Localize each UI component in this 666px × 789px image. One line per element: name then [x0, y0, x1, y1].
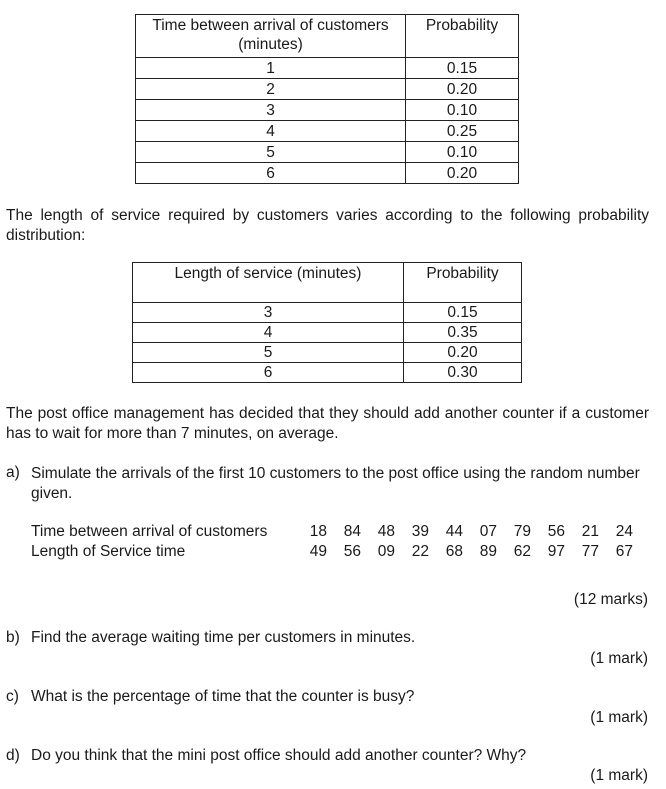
- random-number: 24: [615, 523, 633, 540]
- question-a-marks: (12 marks): [573, 591, 648, 608]
- arrival-time-cell: 2: [136, 79, 406, 100]
- arrival-time-cell: 1: [136, 58, 406, 79]
- probability-cell: 0.20: [406, 163, 519, 184]
- service-length-cell: 5: [133, 343, 404, 363]
- service-length-cell: 4: [133, 323, 404, 343]
- random-number: 18: [309, 523, 327, 540]
- random-number: 68: [445, 543, 463, 560]
- arrival-probability-table: [135, 14, 519, 184]
- service-length-header: Length of service (minutes): [133, 263, 404, 303]
- service-random-label: Length of Service time: [31, 543, 186, 560]
- arrival-time-cell: 4: [136, 121, 406, 142]
- arrival-time-cell: 3: [136, 100, 406, 121]
- probability-cell: 0.10: [406, 142, 519, 163]
- table-row: [136, 100, 519, 121]
- question-d-marks: (1 mark): [590, 767, 648, 784]
- probability-cell: 0.30: [404, 363, 522, 383]
- probability-cell: 0.25: [406, 121, 519, 142]
- question-c-text: What is the percentage of time that the counter is busy?: [31, 688, 415, 705]
- probability-cell: 0.20: [406, 79, 519, 100]
- question-a-text: Simulate the arrivals of the first 10 customers to the post office using the random number given.: [31, 465, 640, 502]
- arrival-time-header: Time between arrival of customers (minutes): [136, 15, 406, 58]
- service-probability-table: [132, 262, 522, 383]
- table-row: [136, 58, 519, 79]
- question-c-letter: c): [6, 688, 19, 705]
- random-number: 67: [615, 543, 633, 560]
- table-row: [136, 163, 519, 184]
- arrival-random-label: Time between arrival of customers: [31, 523, 268, 540]
- random-number: 49: [309, 543, 327, 560]
- probability-cell: 0.15: [404, 303, 522, 323]
- question-b-text: Find the average waiting time per customers in minutes.: [31, 629, 416, 646]
- random-number: 56: [343, 543, 361, 560]
- random-number: 62: [513, 543, 531, 560]
- question-d-text: Do you think that the mini post office should add another counter? Why?: [31, 747, 527, 764]
- table-row: [136, 79, 519, 100]
- arrival-random-numbers: [305, 523, 633, 541]
- service-intro-text: The length of service required by customers varies according to the following probability distribution:: [6, 207, 649, 244]
- probability-cell: 0.10: [406, 100, 519, 121]
- random-number: 44: [445, 523, 463, 540]
- random-number: 89: [479, 543, 497, 560]
- table-row: [133, 323, 522, 343]
- table-row: [133, 303, 522, 323]
- table-row: [133, 343, 522, 363]
- probability-cell: 0.35: [404, 323, 522, 343]
- random-number: 48: [377, 523, 395, 540]
- random-number: 07: [479, 523, 497, 540]
- random-number: 39: [411, 523, 429, 540]
- random-number: 97: [547, 543, 565, 560]
- random-number: 84: [343, 523, 361, 540]
- probability-header: Probability: [404, 263, 522, 303]
- question-a-letter: a): [6, 464, 20, 481]
- random-number: 77: [581, 543, 599, 560]
- probability-cell: 0.15: [406, 58, 519, 79]
- random-number: 22: [411, 543, 429, 560]
- question-b-letter: b): [6, 629, 20, 646]
- probability-header: Probability: [406, 15, 519, 58]
- service-length-cell: 6: [133, 363, 404, 383]
- random-number: 09: [377, 543, 395, 560]
- service-random-numbers: [305, 543, 633, 561]
- random-number: 79: [513, 523, 531, 540]
- management-text: The post office management has decided that they should add another counter if a customer has to wait for more than 7 minutes, on average.: [6, 405, 649, 442]
- random-number: 56: [547, 523, 565, 540]
- question-b-marks: (1 mark): [590, 650, 648, 667]
- probability-cell: 0.20: [404, 343, 522, 363]
- table-row: [133, 363, 522, 383]
- table-header-row: [136, 15, 519, 58]
- service-length-cell: 3: [133, 303, 404, 323]
- table-row: [136, 142, 519, 163]
- question-d-letter: d): [6, 747, 20, 764]
- question-c-marks: (1 mark): [590, 709, 648, 726]
- table-row: [136, 121, 519, 142]
- random-number: 21: [581, 523, 599, 540]
- arrival-time-cell: 5: [136, 142, 406, 163]
- arrival-time-cell: 6: [136, 163, 406, 184]
- table-header-row: [133, 263, 522, 303]
